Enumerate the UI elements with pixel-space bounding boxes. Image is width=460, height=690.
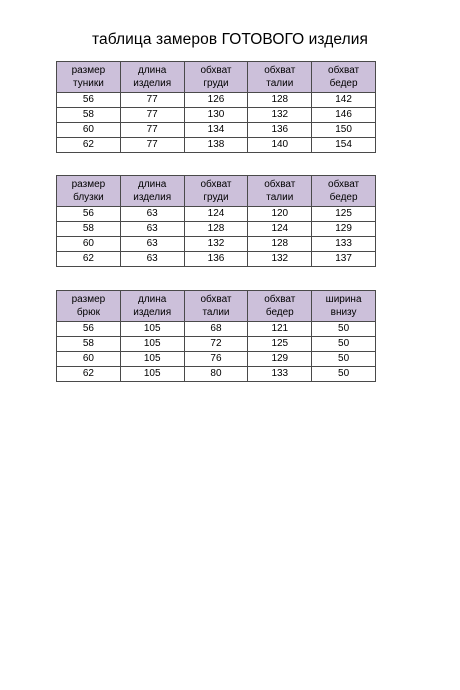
table-cell: 77 (120, 123, 184, 138)
table-cell: 105 (120, 322, 184, 337)
column-header-line: талии (266, 192, 294, 203)
table-header-row (57, 176, 376, 207)
table-cell: 125 (312, 207, 376, 222)
column-header-line: обхват (264, 294, 296, 305)
table-cell: 60 (57, 237, 121, 252)
column-header-line: обхват (328, 65, 360, 76)
table-cell: 125 (248, 337, 312, 352)
column-header-line: бедер (329, 78, 358, 89)
column-header (312, 176, 376, 207)
table-cell: 128 (248, 93, 312, 108)
tunic-size-table (56, 61, 376, 153)
table-row (57, 237, 376, 252)
table-cell: 63 (120, 252, 184, 267)
table-cell: 63 (120, 207, 184, 222)
column-header (312, 291, 376, 322)
table-cell: 58 (57, 222, 121, 237)
table-cell: 56 (57, 322, 121, 337)
table-cell: 105 (120, 367, 184, 382)
table-row (57, 207, 376, 222)
table-cell: 150 (312, 123, 376, 138)
column-header-line: размер (71, 65, 106, 76)
column-header-line: ширина (325, 294, 362, 305)
table-cell: 134 (184, 123, 248, 138)
column-header-line: блузки (73, 192, 104, 203)
table-cell: 129 (312, 222, 376, 237)
column-header-line: обхват (200, 294, 232, 305)
table-row (57, 322, 376, 337)
column-header-line: размер (71, 294, 106, 305)
table-cell: 58 (57, 337, 121, 352)
table-cell: 76 (184, 352, 248, 367)
table-cell: 63 (120, 222, 184, 237)
table-cell: 50 (312, 337, 376, 352)
table-cell: 129 (248, 352, 312, 367)
table-cell: 50 (312, 367, 376, 382)
column-header-line: изделия (133, 78, 172, 89)
table-cell: 105 (120, 352, 184, 367)
table-cell: 154 (312, 138, 376, 153)
column-header-line: длина (138, 294, 167, 305)
table-row (57, 367, 376, 382)
column-header-line: бедер (265, 307, 294, 318)
column-header (184, 291, 248, 322)
column-header-line: изделия (133, 307, 172, 318)
table-cell: 77 (120, 138, 184, 153)
column-header (57, 176, 121, 207)
column-header (312, 62, 376, 93)
table-cell: 130 (184, 108, 248, 123)
table-cell: 140 (248, 138, 312, 153)
table-cell: 132 (248, 108, 312, 123)
column-header-line: брюк (76, 307, 100, 318)
table-cell: 126 (184, 93, 248, 108)
table-cell: 124 (184, 207, 248, 222)
column-header-line: внизу (330, 307, 357, 318)
table-header-row (57, 291, 376, 322)
column-header-line: обхват (200, 179, 232, 190)
column-header-line: длина (138, 65, 167, 76)
table-cell: 80 (184, 367, 248, 382)
table-row (57, 123, 376, 138)
column-header-line: туники (73, 78, 104, 89)
table-cell: 62 (57, 367, 121, 382)
column-header-line: размер (71, 179, 106, 190)
column-header-line: груди (203, 192, 229, 203)
column-header (184, 176, 248, 207)
table-cell: 50 (312, 322, 376, 337)
table-cell: 146 (312, 108, 376, 123)
table-cell: 62 (57, 138, 121, 153)
table-header-row (57, 62, 376, 93)
table-cell: 58 (57, 108, 121, 123)
column-header (248, 62, 312, 93)
column-header (120, 62, 184, 93)
blouse-size-table (56, 175, 376, 267)
table-cell: 62 (57, 252, 121, 267)
table-cell: 56 (57, 93, 121, 108)
table-cell: 60 (57, 352, 121, 367)
table-cell: 137 (312, 252, 376, 267)
table-row (57, 252, 376, 267)
column-header-line: груди (203, 78, 229, 89)
table-cell: 128 (184, 222, 248, 237)
table-cell: 56 (57, 207, 121, 222)
table-cell: 77 (120, 108, 184, 123)
column-header-line: длина (138, 179, 167, 190)
column-header (120, 176, 184, 207)
table-cell: 133 (312, 237, 376, 252)
column-header-line: обхват (264, 65, 296, 76)
table-cell: 60 (57, 123, 121, 138)
table-cell: 136 (248, 123, 312, 138)
table-cell: 124 (248, 222, 312, 237)
table-row (57, 108, 376, 123)
column-header-line: обхват (328, 179, 360, 190)
trousers-size-table (56, 290, 376, 382)
table-cell: 120 (248, 207, 312, 222)
column-header (248, 176, 312, 207)
table-cell: 68 (184, 322, 248, 337)
table-cell: 50 (312, 352, 376, 367)
table-row (57, 93, 376, 108)
column-header-line: талии (266, 78, 294, 89)
table-row (57, 222, 376, 237)
table-cell: 132 (184, 237, 248, 252)
table-cell: 72 (184, 337, 248, 352)
table-row (57, 337, 376, 352)
column-header-line: обхват (264, 179, 296, 190)
column-header-line: талии (202, 307, 230, 318)
table-row (57, 352, 376, 367)
table-cell: 77 (120, 93, 184, 108)
column-header (248, 291, 312, 322)
table-cell: 63 (120, 237, 184, 252)
table-row (57, 138, 376, 153)
column-header-line: бедер (329, 192, 358, 203)
column-header (57, 62, 121, 93)
column-header (184, 62, 248, 93)
page-title: таблица замеров ГОТОВОГО изделия (91, 31, 369, 48)
table-cell: 128 (248, 237, 312, 252)
column-header (120, 291, 184, 322)
table-cell: 133 (248, 367, 312, 382)
column-header-line: изделия (133, 192, 172, 203)
table-cell: 121 (248, 322, 312, 337)
column-header (57, 291, 121, 322)
table-cell: 138 (184, 138, 248, 153)
table-cell: 105 (120, 337, 184, 352)
table-cell: 142 (312, 93, 376, 108)
table-cell: 136 (184, 252, 248, 267)
column-header-line: обхват (200, 65, 232, 76)
table-cell: 132 (248, 252, 312, 267)
